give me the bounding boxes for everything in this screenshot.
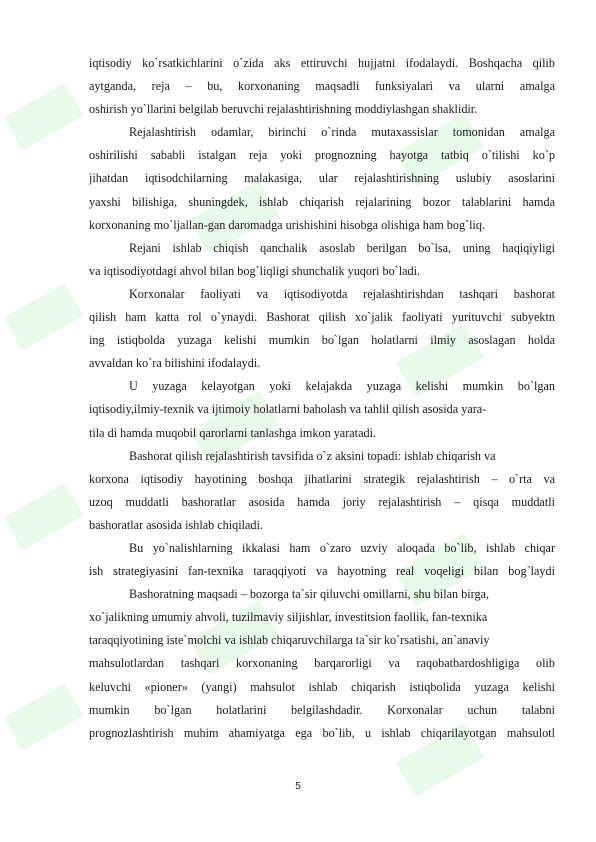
text-line: oshirish yo`llarini belgilab beruvchi rejalashtirishning moddiylashgan shaklidir.	[89, 102, 478, 117]
text-line: ish strategiyasini fan-texnika taraqqiyoti va hayotning real voqeligi bilan bog`laydi	[89, 564, 555, 579]
text-line: jihatdan iqtisodchilarning malakasiga, ular rejalashtirishning uslubiy asoslarini	[89, 171, 555, 186]
page-number: 5	[295, 781, 301, 792]
text-line: ing istiqbolda yuzaga kelishi mumkin bo`lgan holatlarni ilmiy asoslagan holda	[89, 333, 555, 348]
text-line: bashoratlar asosida ishlab chiqiladi.	[89, 517, 263, 532]
watermark-stripe	[4, 283, 84, 351]
text-line: oshirilishi sababli istalgan reja yoki prognozning hayotga tatbiq o`tilishi ko`p	[89, 148, 555, 163]
text-line: Bu yo`nalishlarning ikkalasi ham o`zaro uzviy aloqada bo`lib, ishlab chiqar	[129, 540, 555, 555]
body-text	[89, 52, 555, 745]
text-line: iqtisodiy,ilmiy-texnik va ijtimoiy holatlarni baholash va tahlil qilish asosida yara-	[89, 402, 487, 417]
watermark-stripe	[4, 483, 84, 551]
text-line: Bashorat qilish rejalashtirish tavsifida o`z aksini topadi: ishlab chiqarish va	[129, 448, 496, 463]
text-line: tila di hamda muqobil qarorlarni tanlashga imkon yaratadi.	[89, 425, 377, 440]
watermark-stripe	[4, 683, 84, 751]
text-line: qilish ham katta rol o`ynaydi. Bashorat qilish xo`jalik faoliyati yurituvchi subyektn	[89, 310, 555, 325]
text-line: mahsulotlardan tashqari korxonaning barqarorligi va raqobatbardoshligiga olib	[89, 656, 555, 671]
text-line: Rejalashtirish odamlar, birinchi o`rinda mutaxassislar tomonidan amalga	[129, 125, 555, 140]
text-line: keluvchi «pioner» (yangi) mahsulot ishlab chiqarish istiqbolida yuzaga kelishi	[89, 679, 555, 694]
text-line: aytganda, reja – bu, korxonaning maqsadli funksiyalari va ularni amalga	[89, 79, 555, 94]
text-line: iqtisodiy ko`rsatkichlarini o`zida aks ettiruvchi hujjatni ifodalaydi. Boshqacha qilib	[89, 56, 555, 70]
text-line: xo`jalikning umumiy ahvoli, tuzilmaviy siljishlar, investitsion faollik, fan-texnika	[89, 610, 488, 625]
text-line: prognozlashtirish muhim ahamiyatga ega bo`lib, u ishlab chiqarilayotgan mahsulotl	[89, 725, 555, 740]
text-line: Bashoratning maqsadi – bozorga ta`sir qiluvchi omillarni, shu bilan birga,	[129, 587, 490, 602]
text-line: Rejani ishlab chiqish qanchalik asoslab berilgan bo`lsa, uning haqiqiyligi	[129, 240, 555, 255]
text-line: taraqqiyotining iste`molchi va ishlab chiqaruvchilarga ta`sir ko`rsatishi, an`anaviy	[89, 633, 490, 648]
text-line: va iqtisodiyotdagi ahvol bilan bog`liqligi shunchalik yuqori bo`ladi.	[89, 263, 421, 278]
text-line: korxona iqtisodiy hayotining boshqa jihatlarini strategik rejalashtirish – o`rta va	[89, 471, 555, 486]
text-line: yaxshi bilishiga, shuningdek, ishlab chiqarish rejalarining bozor talablarini hamda	[89, 194, 555, 209]
text-line: avvaldan ko`ra bilishini ifodalaydi.	[89, 356, 261, 371]
text-line: U yuzaga kelayotgan yoki kelajakda yuzaga kelishi mumkin bo`lgan	[129, 379, 555, 394]
text-line: mumkin bo`lgan holatlarini belgilashdadir. Korxonalar uchun talabni	[89, 702, 555, 717]
text-line: Korxonalar faoliyati va iqtisodiyotda rejalashtirishdan tashqari bashorat	[129, 286, 555, 301]
text-line: korxonaning mo`ljallan-gan daromadga urishishini hisobga olishiga ham bog`liq.	[89, 217, 486, 232]
watermark-stripe	[4, 83, 84, 151]
text-line: uzoq muddatli bashoratlar asosida hamda joriy rejalashtirish – qisqa muddatli	[89, 494, 555, 509]
